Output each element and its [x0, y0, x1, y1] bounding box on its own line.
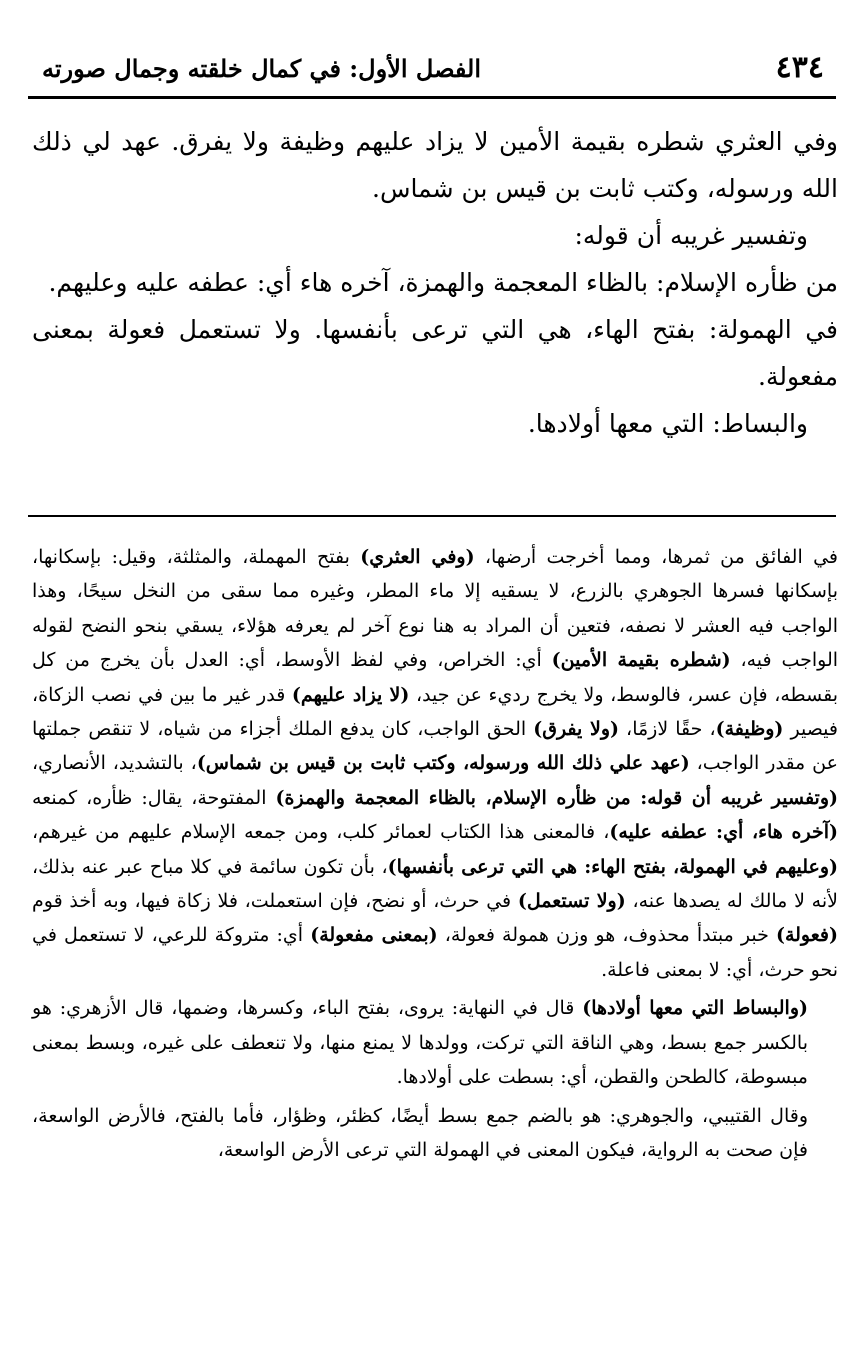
- quoted-phrase: (عهد علي ذلك الله ورسوله، وكتب ثابت بن قيس بن شماس): [196, 752, 690, 775]
- commentary-text: ، حقًا لازمًا،: [618, 718, 716, 741]
- commentary-text: وقال القتيبي، والجوهري: هو بالضم جمع بسط أيضًا، كظئر، وظؤار، فأما بالفتح، فالأرض الواسعة، فإن صحت به الرواية، فيكون المعنى في الهمولة التي ترعى الأرض الواسعة،: [32, 1104, 808, 1161]
- commentary: [32, 540, 838, 1171]
- commentary-text: أي: متروكة للرعي، لا تستعمل في نحو حرث، أي: لا بمعنى فاعلة.: [32, 924, 838, 981]
- quoted-phrase: (وتفسير غريبه أن قوله: من ظأره الإسلام، بالظاء المعجمة والهمزة): [275, 786, 839, 809]
- main-text: [32, 118, 838, 447]
- commentary-paragraph: [32, 991, 838, 1094]
- main-paragraph: وتفسير غريبه أن قوله:: [574, 221, 808, 250]
- footnote-separator: [28, 515, 836, 517]
- commentary-paragraph: [32, 540, 838, 987]
- commentary-text: الحق الواجب، كان يدفع الملك أجزاء من شياه، لا تنقص جملتها عن مقدر الواجب،: [32, 718, 838, 775]
- quoted-phrase: (شطره بقيمة الأمين): [551, 649, 731, 672]
- header-rule: [28, 96, 836, 99]
- quoted-phrase: (ولا تستعمل): [517, 890, 626, 913]
- quoted-phrase: (فعولة): [775, 924, 838, 947]
- commentary-paragraph: [32, 1099, 838, 1168]
- main-paragraph: والبساط: التي معها أولادها.: [527, 409, 808, 438]
- commentary-text: في حرث، أو نضح، فإن استعملت، فلا زكاة فيها، وبه أخذ قوم: [32, 890, 518, 913]
- quoted-phrase: (لا يزاد عليهم): [291, 683, 410, 706]
- commentary-text: المفتوحة، يقال: ظأره، كمنعه: [32, 786, 276, 809]
- commentary-text: ، فالمعنى هذا الكتاب لعمائر كلب، ومن جمعه الإسلام عليهم من غيرهم،: [32, 821, 610, 844]
- quoted-phrase: (والبساط التي معها أولادها): [582, 997, 808, 1020]
- commentary-text: خبر مبتدأ محذوف، هو وزن همولة فعولة،: [437, 924, 776, 947]
- page-number: ٤٣٤: [775, 50, 824, 85]
- commentary-text: قدر غير ما بين في نصب الزكاة، فيصير: [32, 683, 838, 741]
- commentary-text: بفتح المهملة، والمثلثة، وقيل: بإسكانها، بإسكانها فسرها الجوهري بالزرع، لا يسقيه إلا ماء المطر، وغيره مما سقى من النخل سيحًا، وهذا الواجب فيه العشر لا نصفه، فتعين أن المراد به هنا نوع آخر لم يعرفه هؤلاء، يسقي بنحو النضح لقوله الواجب فيه،: [32, 546, 839, 672]
- quoted-phrase: (ولا يفرق): [533, 718, 619, 741]
- quoted-phrase: (وفي العثري): [360, 546, 475, 568]
- main-paragraph: وفي العثري شطره بقيمة الأمين لا يزاد عليهم وظيفة ولا يفرق. عهد لي ذلك الله ورسوله، وكتب ثابت بن قيس بن شماس.: [32, 127, 838, 203]
- running-title: الفصل الأول: في كمال خلقته وجمال صورته: [42, 54, 482, 83]
- quoted-phrase: (بمعنى مفعولة): [310, 924, 438, 947]
- commentary-text: في الفائق من ثمرها، ومما أخرجت أرضها،: [474, 546, 838, 568]
- quoted-phrase: (وعليهم في الهمولة، بفتح الهاء: هي التي ترعى بأنفسها): [387, 855, 838, 878]
- main-paragraph: في الهمولة: بفتح الهاء، هي التي ترعى بأنفسها. ولا تستعمل فعولة بمعنى مفعولة.: [32, 315, 838, 391]
- commentary-text: ، بأن تكون سائمة في كلا مباح عبر عنه بذلك، لأنه لا مالك له يصدها عنه،: [32, 855, 838, 913]
- commentary-text: ، بالتشديد، الأنصاري،: [32, 752, 197, 775]
- commentary-text: أي: الخراص، وفي لفظ الأوسط، أي: العدل بأن يخرج من كل بقسطه، فإن عسر، فالوسط، ولا يخرج رديء عن جيد،: [32, 649, 838, 706]
- commentary-text: قال في النهاية: يروى، بفتح الباء، وكسرها، وضمها، قال الأزهري: هو بالكسر جمع بسط، وهي الناقة التي تركت، وولدها لا يمنع منها، ولا تنعطف على غيره، وبسط بمعنى مبسوطة، كالطحن والقطن، أي: بسطت على أولادها.: [32, 997, 808, 1089]
- quoted-phrase: (وظيفة): [715, 718, 784, 741]
- main-paragraph: من ظأره الإسلام: بالظاء المعجمة والهمزة، آخره هاء أي: عطفه عليه وعليهم.: [48, 268, 838, 297]
- quoted-phrase: (آخره هاء، أي: عطفه عليه): [609, 821, 838, 844]
- page-header: [32, 44, 836, 94]
